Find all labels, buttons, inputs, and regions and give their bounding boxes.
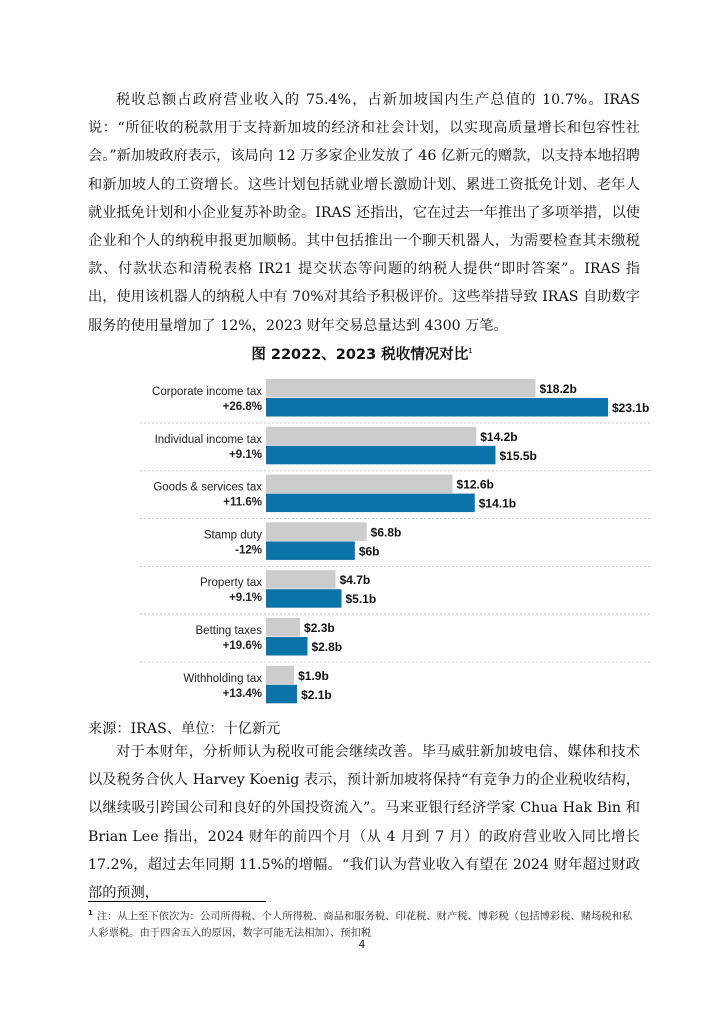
footnote-mark: 1 <box>88 909 93 917</box>
category-label-corporate-income-tax: Corporate income tax <box>152 386 262 398</box>
figure-footnote-mark: 1 <box>468 347 473 356</box>
value-label-2023-withholding-tax: $2.1b <box>301 687 332 702</box>
value-label-2022-individual-income-tax: $14.2b <box>480 429 518 444</box>
category-label-goods-services-tax: Goods & services tax <box>153 481 262 494</box>
change-label-individual-income-tax: +9.1% <box>229 448 262 461</box>
change-label-corporate-income-tax: +26.8% <box>222 401 262 413</box>
value-label-2023-stamp-duty: $6b <box>358 544 380 559</box>
figure-title-text: 图 22022、2023 税收情况对比 <box>251 347 469 363</box>
category-label-withholding-tax: Withholding tax <box>183 672 262 685</box>
change-label-betting-taxes: +19.6% <box>222 640 262 652</box>
footnote-text: 注：从上至下依次为：公司所得税、个人所得税、商品和服务税、印花税、财产税、博彩税（包括博彩税、赌场税和私人彩票税。由于四舍五入的原因，数字可能无法相加）、预扣税 <box>88 910 633 940</box>
bar-2023-goods-services-tax <box>266 494 475 512</box>
bar-2022-stamp-duty <box>266 522 367 541</box>
bar-2023-betting-taxes <box>266 637 307 656</box>
change-label-withholding-tax: +13.4% <box>222 687 262 700</box>
tax-comparison-bar-chart <box>130 372 660 712</box>
bar-2023-corporate-income-tax <box>266 398 608 417</box>
bar-2022-property-tax <box>266 570 336 589</box>
body-paragraph-2: 对于本财年，分析师认为税收可能会继续改善。毕马威驻新加坡电信、媒体和技术以及税务合伙人 Harvey Koenig 表示，预计新加坡将保持“有竞争力的企业税收结构，以继续吸引跨国公司和良好的外国投资流入”。马来亚银行经济学家 Chua Hak Bin 和 Brian Lee 指出，2024 财年的前四个月（从 4 月到 7 月）的政府营业收入同比增长 17.2%，超过去年同期 11.5%的增幅。“我们认为营业收入有望在 2024 财年超过财政部的预测， <box>88 744 640 902</box>
bar-2023-property-tax <box>266 589 342 608</box>
category-label-stamp-duty: Stamp duty <box>203 529 262 542</box>
change-label-property-tax: +9.1% <box>229 592 262 605</box>
value-label-2023-property-tax: $5.1b <box>345 592 377 607</box>
value-label-2022-withholding-tax: $1.9b <box>298 668 329 683</box>
value-label-2022-betting-taxes: $2.3b <box>304 621 335 635</box>
bar-2023-stamp-duty <box>266 541 355 560</box>
footnote <box>88 905 640 942</box>
value-label-2023-goods-services-tax: $14.1b <box>478 496 517 511</box>
bar-2023-withholding-tax <box>266 685 297 704</box>
change-label-stamp-duty: -12% <box>235 544 262 557</box>
category-label-betting-taxes: Betting taxes <box>195 625 262 637</box>
bar-2022-corporate-income-tax <box>266 379 535 398</box>
value-label-2022-property-tax: $4.7b <box>339 573 371 588</box>
category-label-property-tax: Property tax <box>200 577 262 590</box>
value-label-2023-betting-taxes: $2.8b <box>311 640 343 654</box>
category-label-individual-income-tax: Individual income tax <box>154 433 262 446</box>
bar-2023-individual-income-tax <box>266 446 495 465</box>
bar-2022-goods-services-tax <box>266 475 453 494</box>
bar-2022-individual-income-tax <box>266 427 476 446</box>
value-label-2022-stamp-duty: $6.8b <box>370 525 402 540</box>
value-label-2022-corporate-income-tax: $18.2b <box>539 382 577 396</box>
figure-title <box>0 343 724 364</box>
change-label-goods-services-tax: +11.6% <box>223 496 262 509</box>
value-label-2023-corporate-income-tax: $23.1b <box>612 401 650 415</box>
value-label-2023-individual-income-tax: $15.5b <box>499 448 537 463</box>
page-number: 4 <box>358 939 366 951</box>
footnote-divider <box>88 901 266 902</box>
bar-2022-withholding-tax <box>266 666 294 685</box>
bar-2022-betting-taxes <box>266 618 300 637</box>
body-paragraph-1: 税收总额占政府营业收入的 75.4%，占新加坡国内生产总值的 10.7%。IRAS 说：“所征收的税款用于支持新加坡的经济和社会计划，以实现高质量增长和包容性社会。”新加坡政府表示，该局向 12 万多家企业发放了 46 亿新元的赠款，以支持本地招聘和新加坡人的工资增长。这些计划包括就业增长激励计划、累进工资抵免计划、老年人就业抵免计划和小企业复苏补助金。IRAS 还指出，它在过去一年推出了多项举措，以使企业和个人的纳税申报更加顺畅。其中包括推出一个聊天机器人，为需要检查其未缴税款、付款状态和清税表格 IR21 提交状态等问题的纳税人提供“即时答案”。IRAS 指出，使用该机器人的纳税人中有 70%对其给予积极评价。这些举措导致 IRAS 自助数字服务的使用量增加了 12%，2023 财年交易总量达到 4300 万笔。 <box>88 92 640 334</box>
figure-source: 来源：IRAS、单位：十亿新元 <box>88 721 281 737</box>
value-label-2022-goods-services-tax: $12.6b <box>456 477 494 492</box>
